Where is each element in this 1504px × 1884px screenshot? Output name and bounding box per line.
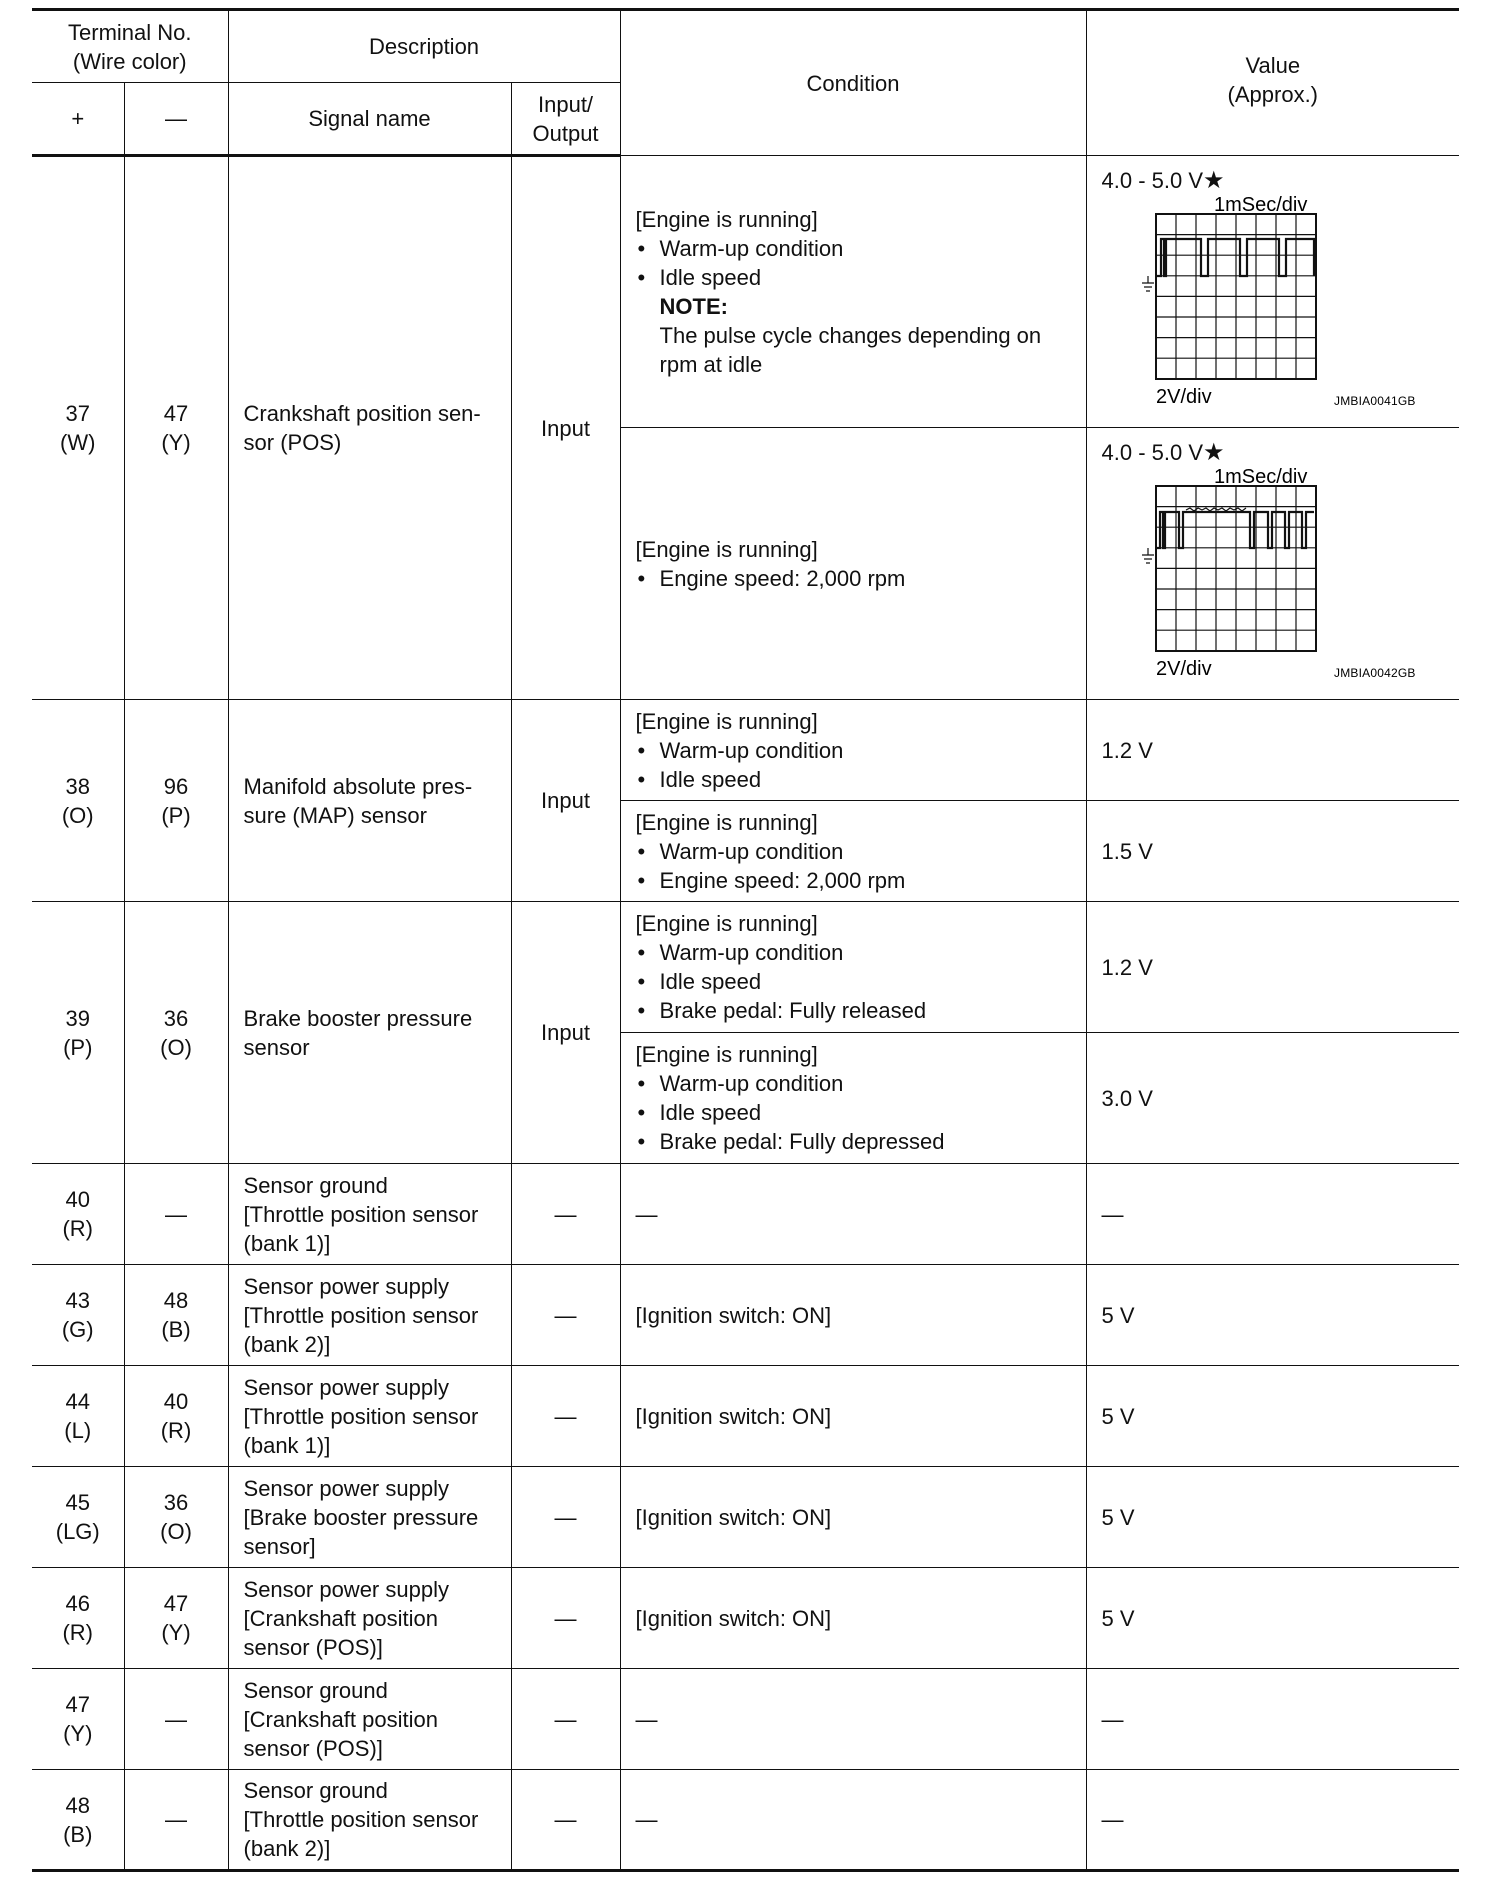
- input-output: Input: [511, 700, 620, 902]
- terminal-plus: 43 (G): [32, 1265, 124, 1366]
- svg-text:JMBIA0041GB: JMBIA0041GB: [1333, 394, 1416, 408]
- condition: [Ignition switch: ON]: [620, 1265, 1086, 1366]
- header-value: Value (Approx.): [1086, 10, 1459, 156]
- value: 5 V: [1086, 1265, 1459, 1366]
- terminal-minus: 40 (R): [124, 1366, 228, 1467]
- table-row: [32, 1770, 1459, 1871]
- table-row: [32, 1568, 1459, 1669]
- condition: —: [620, 1770, 1086, 1871]
- condition: —: [620, 1669, 1086, 1770]
- terminal-plus: 45 (LG): [32, 1467, 124, 1568]
- table-row: [32, 1366, 1459, 1467]
- input-output: Input: [511, 156, 620, 700]
- terminal-minus: —: [124, 1770, 228, 1871]
- value: 5 V: [1086, 1467, 1459, 1568]
- oscilloscope-waveform: [1142, 464, 1460, 688]
- value: —: [1086, 1164, 1459, 1265]
- value: 1.5 V: [1086, 801, 1459, 902]
- input-output: —: [511, 1265, 620, 1366]
- svg-text:2V/div: 2V/div: [1155, 658, 1212, 680]
- terminal-plus: 46 (R): [32, 1568, 124, 1669]
- terminal-table: [32, 8, 1459, 1872]
- value: 1.2 V: [1086, 700, 1459, 801]
- oscilloscope-waveform: [1142, 192, 1460, 416]
- value: 5 V: [1086, 1366, 1459, 1467]
- condition: [Engine is running] • Warm-up condition • Idle speed: [620, 700, 1086, 801]
- terminal-minus: 47 (Y): [124, 156, 228, 700]
- terminal-plus: 37 (W): [32, 156, 124, 700]
- value-waveform: 4.0 - 5.0 V★ 1mSec/div 2V/div JMBIA0041GB: [1086, 156, 1459, 428]
- condition: [Ignition switch: ON]: [620, 1366, 1086, 1467]
- input-output: —: [511, 1770, 620, 1871]
- star-icon: ★: [1203, 167, 1225, 194]
- terminal-minus: 36 (O): [124, 902, 228, 1164]
- terminal-minus: 48 (B): [124, 1265, 228, 1366]
- condition: [Ignition switch: ON]: [620, 1568, 1086, 1669]
- value: 1.2 V: [1086, 902, 1459, 1033]
- star-icon: ★: [1203, 439, 1225, 466]
- input-output: —: [511, 1568, 620, 1669]
- header-input-output: Input/ Output: [511, 83, 620, 156]
- header-signal-name: Signal name: [228, 83, 511, 156]
- condition: [Engine is running] • Warm-up condition • Idle speed NOTE: The pulse cycle changes depending on rpm at idle: [620, 156, 1086, 428]
- condition: [Engine is running] • Warm-up condition • Idle speed • Brake pedal: Fully released: [620, 902, 1086, 1033]
- condition: [Engine is running] • Warm-up condition • Engine speed: 2,000 rpm: [620, 801, 1086, 902]
- signal-name: Sensor power supply [Crankshaft position sensor (POS)]: [228, 1568, 511, 1669]
- table-row: [32, 156, 1459, 428]
- input-output: —: [511, 1669, 620, 1770]
- terminal-plus: 48 (B): [32, 1770, 124, 1871]
- header-condition: Condition: [620, 10, 1086, 156]
- table-row: [32, 902, 1459, 1033]
- input-output: Input: [511, 902, 620, 1164]
- svg-text:1mSec/div: 1mSec/div: [1213, 194, 1307, 216]
- signal-name: Crankshaft position sen- sor (POS): [228, 156, 511, 700]
- signal-name: Sensor power supply [Brake booster pressure sensor]: [228, 1467, 511, 1568]
- terminal-minus: 47 (Y): [124, 1568, 228, 1669]
- value: —: [1086, 1770, 1459, 1871]
- terminal-plus: 38 (O): [32, 700, 124, 902]
- condition: [Engine is running] • Warm-up condition • Idle speed • Brake pedal: Fully depressed: [620, 1033, 1086, 1164]
- signal-name: Sensor ground [Crankshaft position sensor (POS)]: [228, 1669, 511, 1770]
- condition: —: [620, 1164, 1086, 1265]
- header-plus: +: [32, 83, 124, 156]
- signal-name: Brake booster pressure sensor: [228, 902, 511, 1164]
- signal-name: Sensor ground [Throttle position sensor (bank 2)]: [228, 1770, 511, 1871]
- header-terminal-no: Terminal No. (Wire color): [32, 10, 228, 83]
- value: —: [1086, 1669, 1459, 1770]
- svg-text:1mSec/div: 1mSec/div: [1213, 466, 1307, 488]
- table-row: [32, 700, 1459, 801]
- table-row: [32, 1467, 1459, 1568]
- table-row: [32, 1265, 1459, 1366]
- terminal-plus: 39 (P): [32, 902, 124, 1164]
- input-output: —: [511, 1467, 620, 1568]
- table-row: [32, 1164, 1459, 1265]
- terminal-minus: —: [124, 1164, 228, 1265]
- header-description: Description: [228, 10, 620, 83]
- input-output: —: [511, 1164, 620, 1265]
- svg-text:JMBIA0042GB: JMBIA0042GB: [1333, 666, 1416, 680]
- value-waveform: 4.0 - 5.0 V★ 1mSec/div 2V/div JMBIA0042GB: [1086, 428, 1459, 700]
- table-row: [32, 1669, 1459, 1770]
- terminal-plus: 47 (Y): [32, 1669, 124, 1770]
- signal-name: Manifold absolute pres- sure (MAP) sensor: [228, 700, 511, 902]
- header-minus: —: [124, 83, 228, 156]
- value: 3.0 V: [1086, 1033, 1459, 1164]
- terminal-plus: 40 (R): [32, 1164, 124, 1265]
- value: 5 V: [1086, 1568, 1459, 1669]
- terminal-minus: 36 (O): [124, 1467, 228, 1568]
- condition: [Engine is running] • Engine speed: 2,000 rpm: [620, 428, 1086, 700]
- svg-text:2V/div: 2V/div: [1155, 386, 1212, 408]
- terminal-minus: 96 (P): [124, 700, 228, 902]
- signal-name: Sensor power supply [Throttle position sensor (bank 1)]: [228, 1366, 511, 1467]
- signal-name: Sensor ground [Throttle position sensor (bank 1)]: [228, 1164, 511, 1265]
- condition: [Ignition switch: ON]: [620, 1467, 1086, 1568]
- terminal-minus: —: [124, 1669, 228, 1770]
- terminal-plus: 44 (L): [32, 1366, 124, 1467]
- signal-name: Sensor power supply [Throttle position sensor (bank 2)]: [228, 1265, 511, 1366]
- input-output: —: [511, 1366, 620, 1467]
